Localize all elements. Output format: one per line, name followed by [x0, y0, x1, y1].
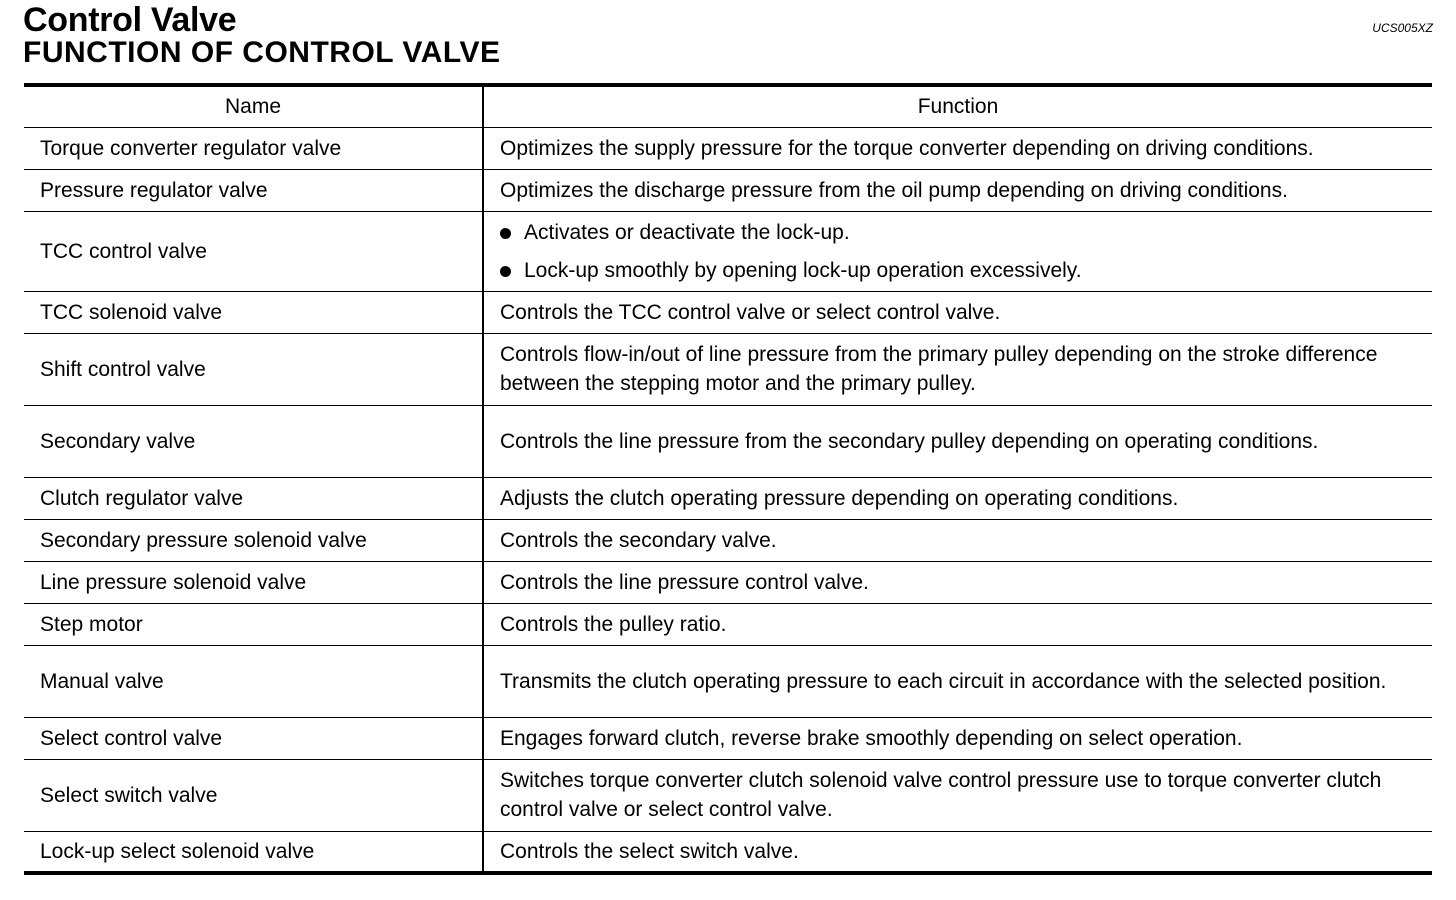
table-row	[24, 561, 1432, 603]
row-name: TCC solenoid valve	[24, 291, 483, 333]
row-function: Adjusts the clutch operating pressure depending on operating conditions.	[483, 477, 1432, 519]
row-name: Secondary valve	[24, 405, 483, 477]
row-name: TCC control valve	[24, 211, 483, 291]
row-function	[483, 211, 1432, 291]
table-row	[24, 127, 1432, 169]
column-header-name: Name	[24, 85, 483, 127]
page-title: Control Valve	[23, 1, 237, 39]
row-function: Controls the secondary valve.	[483, 519, 1432, 561]
table-row	[24, 405, 1432, 477]
bullet-icon	[500, 266, 511, 277]
row-name: Select control valve	[24, 717, 483, 759]
row-function: Engages forward clutch, reverse brake smoothly depending on select operation.	[483, 717, 1432, 759]
document-code: UCS005XZ	[1372, 21, 1433, 35]
row-function: Controls the select switch valve.	[483, 831, 1432, 873]
bullet-item	[500, 218, 1424, 247]
row-function: Controls the pulley ratio.	[483, 603, 1432, 645]
row-name: Step motor	[24, 603, 483, 645]
row-function: Controls flow-in/out of line pressure from the primary pulley depending on the stroke difference between the stepping motor and the primary pulley.	[483, 333, 1432, 405]
row-name: Shift control valve	[24, 333, 483, 405]
row-name: Clutch regulator valve	[24, 477, 483, 519]
row-function: Controls the line pressure control valve.	[483, 561, 1432, 603]
row-function: Transmits the clutch operating pressure to each circuit in accordance with the selected position.	[483, 645, 1432, 717]
table-row	[24, 477, 1432, 519]
row-name: Pressure regulator valve	[24, 169, 483, 211]
bullet-text: Lock-up smoothly by opening lock-up operation excessively.	[524, 258, 1082, 282]
bullet-text: Activates or deactivate the lock-up.	[524, 220, 850, 244]
row-function: Optimizes the discharge pressure from the oil pump depending on driving conditions.	[483, 169, 1432, 211]
row-name: Torque converter regulator valve	[24, 127, 483, 169]
function-bullet-list	[500, 218, 1424, 285]
row-function: Controls the TCC control valve or select control valve.	[483, 291, 1432, 333]
table-row	[24, 645, 1432, 717]
control-valve-table	[24, 83, 1432, 875]
row-name: Select switch valve	[24, 759, 483, 831]
table-row	[24, 759, 1432, 831]
table-row	[24, 169, 1432, 211]
table-row	[24, 831, 1432, 873]
table-row	[24, 717, 1432, 759]
row-function: Controls the line pressure from the secondary pulley depending on operating conditions.	[483, 405, 1432, 477]
table-row	[24, 211, 1432, 291]
row-function: Optimizes the supply pressure for the torque converter depending on driving conditions.	[483, 127, 1432, 169]
column-header-function: Function	[483, 85, 1432, 127]
bullet-icon	[500, 228, 511, 239]
table-row	[24, 519, 1432, 561]
table-row	[24, 333, 1432, 405]
table-row	[24, 291, 1432, 333]
row-function: Switches torque converter clutch solenoid valve control pressure use to torque converter clutch control valve or select control valve.	[483, 759, 1432, 831]
row-name: Secondary pressure solenoid valve	[24, 519, 483, 561]
bullet-item	[500, 256, 1424, 285]
table-row	[24, 603, 1432, 645]
section-title: FUNCTION OF CONTROL VALVE	[23, 36, 501, 69]
row-name: Manual valve	[24, 645, 483, 717]
table-header-row	[24, 85, 1432, 127]
row-name: Line pressure solenoid valve	[24, 561, 483, 603]
row-name: Lock-up select solenoid valve	[24, 831, 483, 873]
